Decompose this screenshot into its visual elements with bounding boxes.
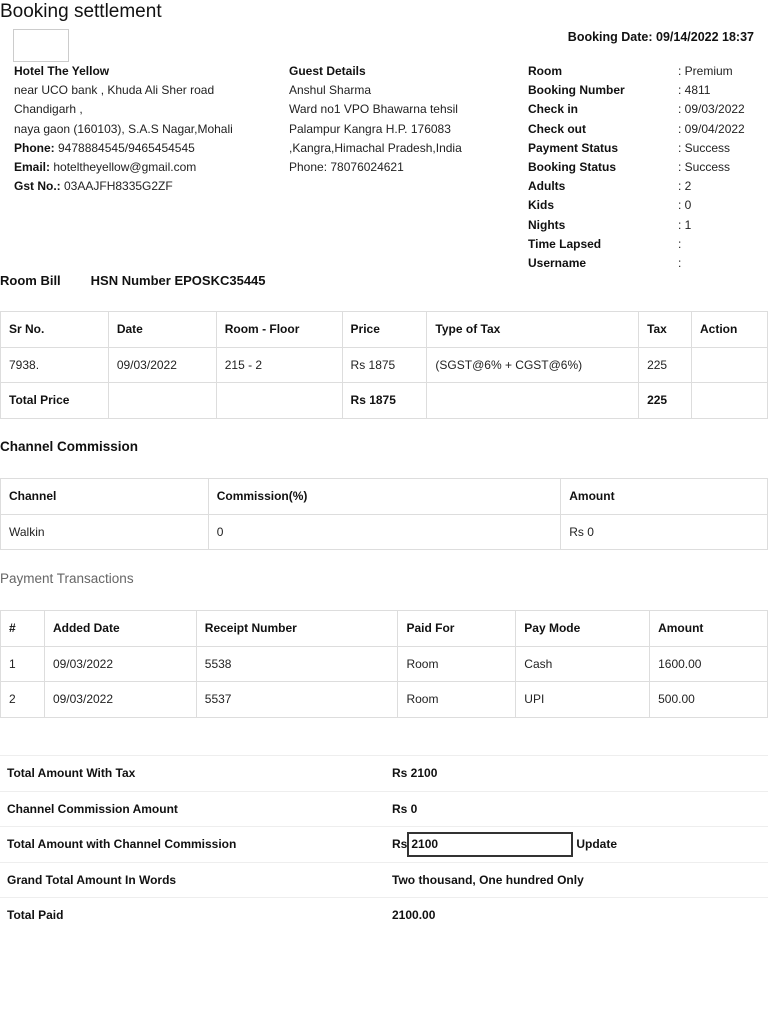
booking-info-key: Username [528, 256, 587, 271]
total-row [1, 383, 768, 419]
summary-value: Rs 2100 [392, 766, 438, 781]
table-cell: 225 [639, 347, 692, 383]
guest-heading: Guest Details [289, 64, 366, 78]
table-row [1, 514, 768, 550]
booking-info-row [528, 158, 768, 177]
room-bill-title: Room Bill [0, 273, 61, 288]
page-title: Booking settlement [0, 1, 162, 22]
booking-info-value: : 09/03/2022 [678, 102, 745, 117]
hsn-number: HSN Number EPOSKC35445 [90, 273, 266, 288]
column-header: Date [108, 312, 216, 348]
total-cell [216, 383, 342, 419]
booking-info-key: Payment Status [528, 140, 619, 155]
room-bill-table [0, 311, 768, 419]
table-cell: 5537 [196, 682, 398, 718]
booking-info-key: Time Lapsed [528, 236, 602, 251]
column-header: Tax [639, 312, 692, 348]
booking-info-key: Room [528, 64, 562, 78]
phone-value: 9478884545/9465454545 [54, 140, 195, 155]
hotel-email [14, 158, 274, 177]
total-amount-input[interactable] [407, 832, 573, 857]
table-cell: Rs 1875 [342, 347, 427, 383]
column-header: Price [342, 312, 427, 348]
table-header-row [1, 611, 768, 647]
table-cell: 500.00 [650, 682, 768, 718]
summary-value: Rs 0 [392, 801, 418, 816]
table-row [1, 682, 768, 718]
table-cell: 215 - 2 [216, 347, 342, 383]
guest-details [289, 62, 519, 177]
guest-address-line: Ward no1 VPO Bhawarna tehsil [289, 102, 458, 117]
summary-label: Total Paid [7, 908, 64, 923]
table-cell: 1600.00 [650, 646, 768, 682]
hotel-details [14, 62, 274, 196]
room-bill-heading [0, 273, 266, 288]
summary-row-commission [0, 791, 768, 827]
hotel-gst [14, 177, 274, 196]
booking-info-row [528, 100, 768, 119]
column-header: Sr No. [1, 312, 109, 348]
summary-row-total-with-commission [0, 826, 768, 862]
booking-info-key: Nights [528, 217, 566, 232]
booking-info-value: : [678, 256, 682, 271]
table-header-row [1, 479, 768, 515]
column-header: Receipt Number [196, 611, 398, 647]
total-cell: Rs 1875 [342, 383, 427, 419]
column-header: Amount [650, 611, 768, 647]
hotel-address-line: naya gaon (160103), S.A.S Nagar,Mohali [14, 121, 233, 136]
booking-info [528, 62, 768, 273]
currency-prefix: Rs [392, 837, 408, 852]
booking-info-row [528, 216, 768, 235]
booking-info-key: Booking Status [528, 160, 617, 175]
gst-label: Gst No.: [14, 179, 61, 194]
table-cell: 09/03/2022 [44, 646, 196, 682]
table-cell: Walkin [1, 514, 209, 550]
table-cell: UPI [516, 682, 650, 718]
hotel-address-line: Chandigarh , [14, 102, 83, 117]
summary-label: Total Amount with Channel Commission [7, 837, 237, 852]
table-cell: Rs 0 [561, 514, 768, 550]
hotel-logo [13, 29, 69, 62]
table-cell: 0 [208, 514, 561, 550]
table-cell: 5538 [196, 646, 398, 682]
booking-info-row [528, 196, 768, 215]
booking-info-value: : 4811 [678, 83, 711, 98]
phone-label: Phone: [14, 140, 55, 155]
table-row [1, 646, 768, 682]
booking-info-value: : 2 [678, 179, 692, 194]
summary-row-total-paid [0, 897, 768, 933]
table-cell: 7938. [1, 347, 109, 383]
column-header: Pay Mode [516, 611, 650, 647]
booking-info-value: : Success [678, 160, 731, 175]
column-header: # [1, 611, 45, 647]
booking-info-row [528, 81, 768, 100]
table-header-row [1, 312, 768, 348]
booking-info-key: Check in [528, 102, 579, 117]
booking-info-value: : Success [678, 140, 731, 155]
channel-commission-heading: Channel Commission [0, 439, 139, 454]
booking-info-row [528, 120, 768, 139]
column-header: Room - Floor [216, 312, 342, 348]
gst-value: 03AAJFH8335G2ZF [60, 179, 173, 194]
booking-info-row [528, 177, 768, 196]
booking-info-key: Booking Number [528, 83, 625, 98]
booking-info-value: : Premium [678, 64, 733, 78]
table-cell: (SGST@6% + CGST@6%) [427, 347, 639, 383]
guest-address-line: ,Kangra,Himachal Pradesh,India [289, 140, 462, 155]
total-cell: Total Price [1, 383, 109, 419]
table-cell: Cash [516, 646, 650, 682]
booking-info-row [528, 254, 768, 273]
table-cell: Room [398, 646, 516, 682]
booking-date: Booking Date: 09/14/2022 18:37 [567, 30, 754, 44]
table-cell: 09/03/2022 [108, 347, 216, 383]
table-row [1, 347, 768, 383]
column-header: Paid For [398, 611, 516, 647]
summary-value: Two thousand, One hundred Only [392, 872, 584, 887]
column-header: Amount [561, 479, 768, 515]
booking-info-key: Adults [528, 179, 566, 194]
summary-row-words [0, 862, 768, 898]
hotel-address-line: near UCO bank , Khuda Ali Sher road [14, 83, 215, 98]
summary-label: Channel Commission Amount [7, 801, 178, 816]
column-header: Channel [1, 479, 209, 515]
table-cell [692, 347, 768, 383]
hotel-name: Hotel The Yellow [14, 64, 110, 78]
table-cell: 2 [1, 682, 45, 718]
guest-address-line: Palampur Kangra H.P. 176083 [289, 121, 451, 136]
email-label: Email: [14, 160, 51, 175]
update-button[interactable]: Update [576, 837, 618, 852]
column-header: Added Date [44, 611, 196, 647]
payment-transactions-heading: Payment Transactions [0, 571, 134, 586]
email-value: hoteltheyellow@gmail.com [50, 160, 197, 175]
booking-info-row [528, 235, 768, 254]
hotel-phone [14, 139, 274, 158]
column-header: Commission(%) [208, 479, 561, 515]
booking-info-value: : 0 [678, 198, 692, 213]
channel-commission-table [0, 478, 768, 550]
column-header: Action [692, 312, 768, 348]
booking-info-key: Kids [528, 198, 555, 213]
guest-phone: Phone: 78076024621 [289, 160, 404, 175]
booking-info-value: : 1 [678, 217, 692, 232]
booking-info-value: : [678, 236, 682, 251]
summary-value: 2100.00 [392, 908, 436, 923]
table-cell: 09/03/2022 [44, 682, 196, 718]
table-cell: Room [398, 682, 516, 718]
settlement-summary [0, 755, 768, 933]
booking-info-row [528, 139, 768, 158]
table-cell: 1 [1, 646, 45, 682]
summary-value-editable [392, 832, 768, 857]
summary-label: Grand Total Amount In Words [7, 872, 177, 887]
booking-info-value: : 09/04/2022 [678, 121, 745, 136]
total-cell [427, 383, 639, 419]
total-cell: 225 [639, 383, 692, 419]
booking-info-row [528, 62, 768, 81]
guest-name: Anshul Sharma [289, 83, 372, 98]
total-cell [108, 383, 216, 419]
payment-transactions-table [0, 610, 768, 718]
total-cell [692, 383, 768, 419]
column-header: Type of Tax [427, 312, 639, 348]
summary-row-total-with-tax [0, 755, 768, 791]
booking-info-key: Check out [528, 121, 587, 136]
summary-label: Total Amount With Tax [7, 766, 136, 781]
